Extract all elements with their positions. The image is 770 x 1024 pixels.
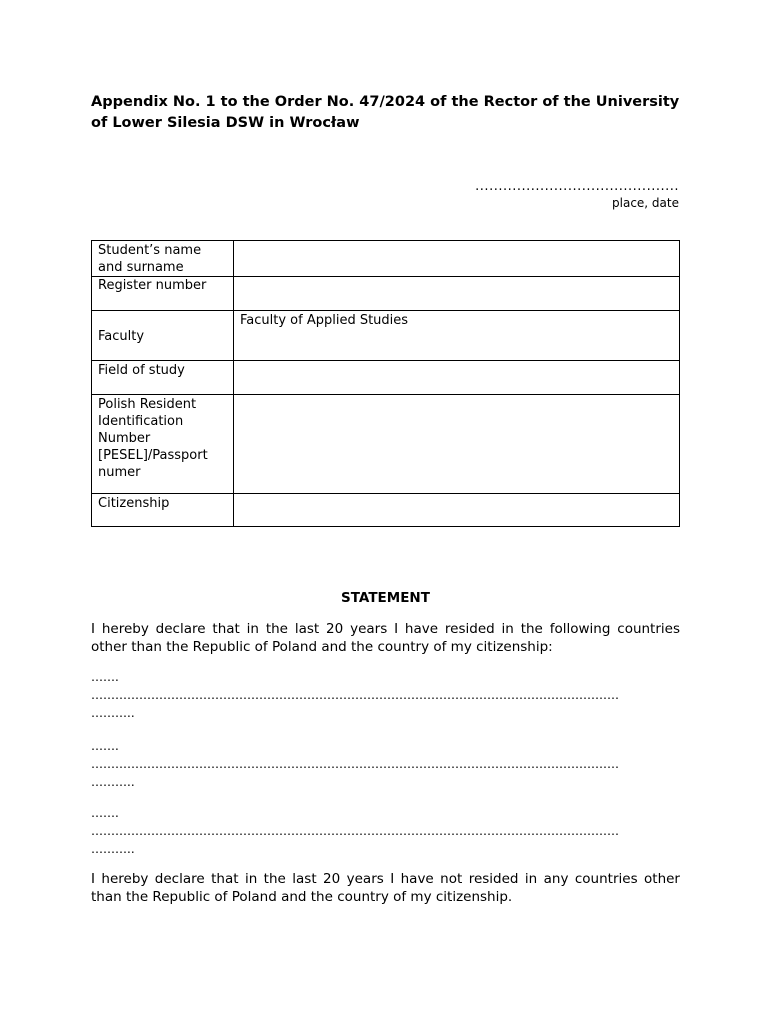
row-label-faculty: Faculty	[92, 311, 234, 361]
declaration-resided: I hereby declare that in the last 20 years I have resided in the following countries other than the Republic of Poland and the country of my citizenship:	[91, 621, 680, 655]
country-entry-2[interactable]	[91, 737, 680, 791]
entry-line: ……………………………………………………………………………………………………………………	[91, 688, 619, 702]
entry-suffix: ………..	[91, 842, 135, 856]
entry-suffix: ………..	[91, 706, 135, 720]
place-date-label: place, date	[612, 196, 679, 210]
table-row	[92, 277, 680, 311]
place-date-block	[475, 178, 679, 210]
pesel-passport-field[interactable]	[234, 395, 680, 494]
citizenship-field[interactable]	[234, 494, 680, 527]
row-label-field-of-study: Field of study	[92, 361, 234, 395]
country-entry-1[interactable]	[91, 668, 680, 722]
table-row	[92, 395, 680, 494]
row-label-register: Register number	[92, 277, 234, 311]
entry-suffix: ………..	[91, 775, 135, 789]
statement-title: STATEMENT	[341, 590, 430, 606]
row-label-name: Student’s name and surname	[92, 241, 234, 277]
document-title: Appendix No. 1 to the Order No. 47/2024 of the Rector of the University of Lower Silesia DSW in Wrocław	[91, 94, 680, 131]
table-row	[92, 494, 680, 527]
entry-line: ……………………………………………………………………………………………………………………	[91, 824, 619, 838]
declaration-not-resided: I hereby declare that in the last 20 years I have not resided in any countries other than the Republic of Poland and the country of my citizenship.	[91, 871, 680, 905]
entry-prefix: …….	[91, 739, 119, 753]
faculty-field[interactable]: Faculty of Applied Studies	[234, 311, 680, 361]
country-entry-3[interactable]	[91, 804, 680, 858]
row-label-pesel: Polish Resident Identification Number [PESEL]/Passport numer	[92, 395, 234, 494]
entry-line: ……………………………………………………………………………………………………………………	[91, 757, 619, 771]
field-of-study-field[interactable]	[234, 361, 680, 395]
entry-prefix: …….	[91, 670, 119, 684]
table-row	[92, 241, 680, 277]
table-row	[92, 361, 680, 395]
register-number-field[interactable]	[234, 277, 680, 311]
entry-prefix: …….	[91, 806, 119, 820]
student-info-table	[91, 240, 680, 527]
student-name-field[interactable]	[234, 241, 680, 277]
row-label-citizenship: Citizenship	[92, 494, 234, 527]
table-row	[92, 311, 680, 361]
place-date-field[interactable]: ............................................	[475, 179, 679, 194]
